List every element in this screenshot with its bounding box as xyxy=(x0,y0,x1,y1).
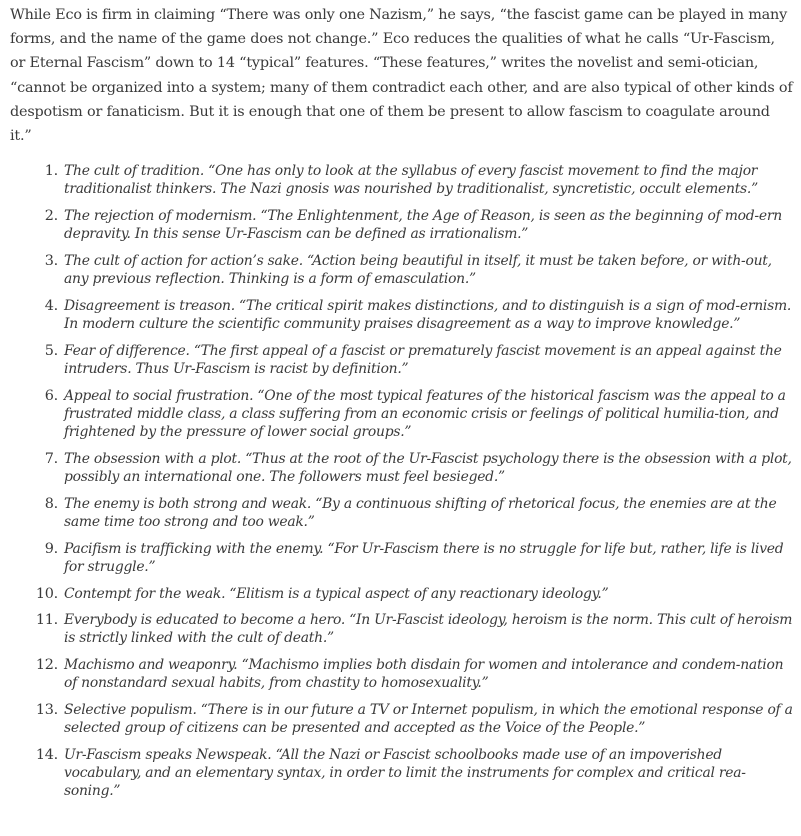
feature-text: Disagreement is treason. “The critical spirit makes distinctions, and to distinguish is a sign of mod-ernism. In modern culture the scientific community praises disagreement as a way to improve knowledge.” xyxy=(64,297,792,333)
feature-item xyxy=(10,342,793,378)
feature-number: 14. xyxy=(35,747,58,763)
feature-text: Fear of difference. “The first appeal of a fascist or prematurely fascist movement is an appeal against the intruders. Thus Ur-Fascism is racist by definition.” xyxy=(64,342,782,378)
feature-number: 3. xyxy=(44,253,58,270)
feature-text: Ur-Fascism speaks Newspeak. “All the Nazi or Fascist schoolbooks made use of an impoverished vocabulary, and an elementary syntax, in order to limit the instruments for complex and critical rea-soning.” xyxy=(64,747,746,800)
feature-item xyxy=(10,450,793,486)
features-list xyxy=(10,162,793,800)
feature-text: The obsession with a plot. “Thus at the root of the Ur-Fascist psychology there is the obsession with a plot, possibly an international one. The followers must feel besieged.” xyxy=(64,450,792,486)
feature-text: Pacifism is trafficking with the enemy. “For Ur-Fascism there is no struggle for life but, rather, life is lived for struggle.” xyxy=(64,540,784,575)
feature-item xyxy=(10,495,793,531)
feature-number: 8. xyxy=(44,495,58,512)
feature-text: The cult of action for action’s sake. “Action being beautiful in itself, it must be taken before, or with-out, any previous reflection. Thinking is a form of emasculation.” xyxy=(64,253,772,288)
feature-item xyxy=(10,701,793,737)
feature-item xyxy=(10,656,793,692)
feature-number: 11. xyxy=(35,612,58,629)
feature-item xyxy=(10,585,793,603)
feature-item xyxy=(10,297,793,333)
feature-item xyxy=(10,387,793,442)
feature-number: 7. xyxy=(44,450,58,467)
feature-number: 13. xyxy=(35,702,58,719)
feature-item xyxy=(10,252,793,288)
feature-number: 9. xyxy=(44,540,58,557)
feature-text: Machismo and weaponry. “Machismo implies both disdain for women and intolerance and condem-nation of nonstandard sexual habits, from chastity to homosexuality.” xyxy=(64,657,784,692)
feature-item xyxy=(10,207,793,243)
feature-number: 1. xyxy=(44,163,58,180)
feature-text: The rejection of modernism. “The Enlightenment, the Age of Reason, is seen as the beginning of mod-ern depravity. In this sense Ur-Fascism can be defined as irrationalism.” xyxy=(64,208,782,243)
feature-number: 6. xyxy=(44,387,58,404)
feature-number: 2. xyxy=(44,208,58,225)
intro-paragraph: While Eco is firm in claiming “There was only one Nazism,” he says, “the fascist game can be played in many forms, and the name of the game does not change.” Eco reduces the qualities of what he calls “Ur-Fascism, or Eternal Fascism” down to 14 “typical” features. “These features,” writes the novelist and semi-otician, “cannot be organized into a system; many of them contradict each other, and are also typical of other kinds of despotism or fanaticism. But it is enough that one of them be present to allow fascism to coagulate around it.” xyxy=(10,7,793,145)
feature-text: Selective populism. “There is in our future a TV or Internet populism, in which the emotional response of a selected group of citizens can be presented and accepted as the Voice of the People.” xyxy=(64,702,793,737)
feature-item xyxy=(10,746,793,801)
feature-text: Everybody is educated to become a hero. “In Ur-Fascist ideology, heroism is the norm. This cult of heroism is strictly linked with the cult of death.” xyxy=(64,612,793,647)
feature-text: The cult of tradition. “One has only to look at the syllabus of every fascist movement to find the major traditionalist thinkers. The Nazi gnosis was nourished by traditionalist, syncretistic, occult elements.” xyxy=(64,163,758,198)
feature-text: Contempt for the weak. “Elitism is a typical aspect of any reactionary ideology.” xyxy=(64,585,609,602)
feature-item xyxy=(10,611,793,647)
feature-number: 4. xyxy=(44,297,58,314)
feature-item xyxy=(10,540,793,576)
feature-number: 12. xyxy=(35,657,58,674)
feature-item xyxy=(10,162,793,198)
feature-text: The enemy is both strong and weak. “By a continuous shifting of rhetorical focus, the enemies are at the same time too strong and too weak.” xyxy=(64,495,777,530)
feature-number: 5. xyxy=(44,342,58,359)
feature-number: 10. xyxy=(35,585,58,602)
feature-text: Appeal to social frustration. “One of the most typical features of the historical fascism was the appeal to a frustrated middle class, a class suffering from an economic crisis or feelings of political humilia-tion, and frightened by the pressure of lower social groups.” xyxy=(64,387,786,441)
